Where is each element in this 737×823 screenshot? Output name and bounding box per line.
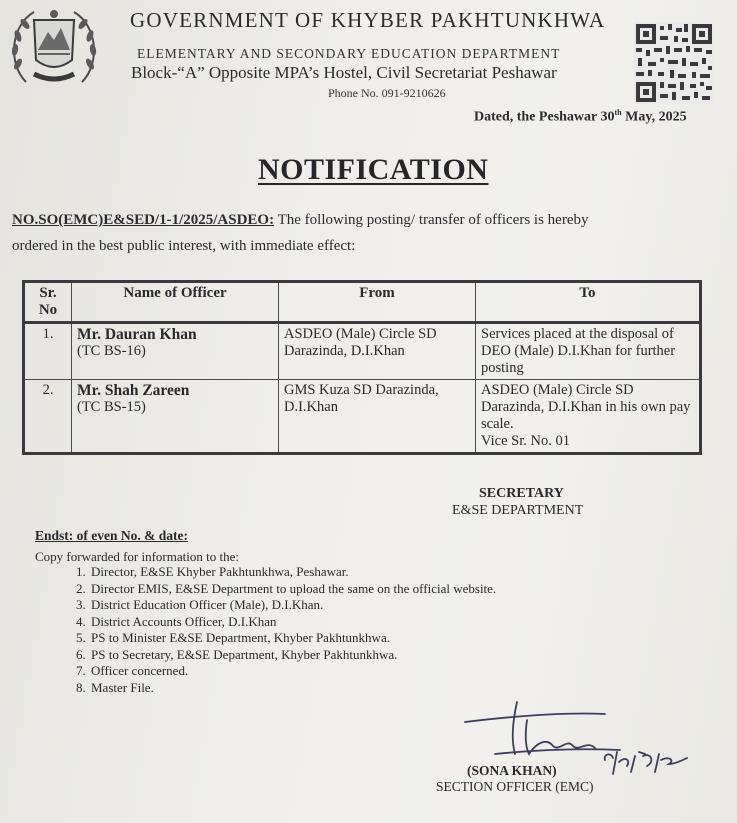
office-phone: Phone No. 091-9210626 [328,86,446,100]
cell-sr: 2. [24,380,72,454]
endorsement-intro: Copy forwarded for information to the: [35,549,239,564]
table-header-row [24,282,701,323]
department-name: ELEMENTARY AND SECONDARY EDUCATION DEPARTMENT [137,46,561,61]
list-item: 2. Director EMIS, E&SE Department to upload the same on the official website. [89,581,496,598]
list-item: 4. District Accounts Officer, D.I.Khan [89,614,496,631]
table-row [24,323,701,380]
office-address: Block-“A” Opposite MPA’s Hostel, Civil Secretariat Peshawar [131,63,557,82]
header-from: From [279,282,476,323]
government-emblem-logo [4,2,104,92]
cell-officer [72,323,279,380]
secretary-title: SECRETARY [479,486,564,501]
cell-to: ASDEO (Male) Circle SD Darazinda, D.I.Khan in his own pay scale. Vice Sr. No. 01 [476,380,701,454]
cell-officer [72,380,279,454]
list-item: 5. PS to Minister E&SE Department, Khyber Pakhtunkhwa. [89,630,496,647]
list-item: 3. District Education Officer (Male), D.I.Khan. [89,597,496,614]
distribution-list [52,564,496,696]
notification-heading: NOTIFICATION [258,153,489,186]
notification-text: NO.SO(EMC)E&SED/1-1/2025/ASDEO: The following posting/ transfer of officers is hereby [12,212,589,228]
list-item: 7. Officer concerned. [89,663,496,680]
officer-grade: (TC BS-16) [77,343,146,359]
notification-reference: NO.SO(EMC)E&SED/1-1/2025/ASDEO: [12,212,275,228]
government-title: GOVERNMENT OF KHYBER PAKHTUNKHWA [130,8,606,32]
signatory-name: (SONA KHAN) [467,763,557,778]
notification-text-continued: ordered in the best public interest, with immediate effect: [12,238,356,254]
signatory-designation: SECTION OFFICER (EMC) [436,779,594,794]
secretary-department: E&SE DEPARTMENT [452,503,584,518]
list-item: 8. Master File. [89,680,496,697]
endorsement-heading: Endst: of even No. & date: [35,528,188,543]
officer-name: Mr. Dauran Khan [77,326,197,343]
cell-to: Services placed at the disposal of DEO (Male) D.I.Khan for further posting [476,323,701,380]
table-row [24,380,701,454]
officer-grade: (TC BS-15) [77,399,146,415]
header-name-of-officer: Name of Officer [72,282,279,323]
header-to: To [476,282,701,323]
posting-table [22,280,702,455]
cell-from: ASDEO (Male) Circle SD Darazinda, D.I.Khan [279,323,476,380]
cell-sr: 1. [24,323,72,380]
notification-date: Dated, the Peshawar 30th May, 2025 [474,108,687,125]
list-item: 6. PS to Secretary, E&SE Department, Khyber Pakhtunkhwa. [89,647,496,664]
qr-code [634,22,714,104]
cell-from: GMS Kuza SD Darazinda, D.I.Khan [279,380,476,454]
officer-name: Mr. Shah Zareen [77,382,190,399]
header-sr-no: Sr. No [24,282,72,323]
list-item: 1. Director, E&SE Khyber Pakhtunkhwa, Peshawar. [89,564,496,581]
